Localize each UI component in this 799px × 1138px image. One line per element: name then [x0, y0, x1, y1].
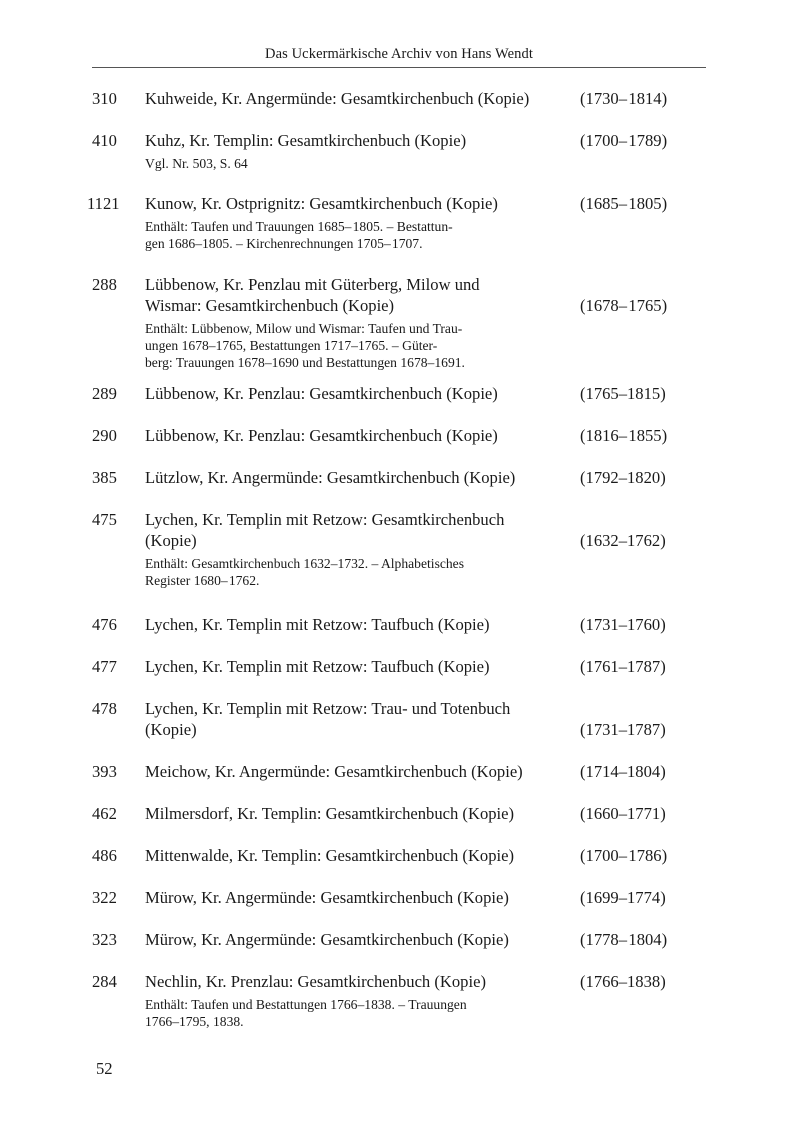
entry-title: Mürow, Kr. Angermünde: Gesamtkirchenbuch (Kopie): [145, 930, 509, 949]
entry-note-line: ungen 1678–1765, Bestattungen 1717–1765. – Güter-: [145, 338, 438, 353]
entry-date-range: (1660–1771): [580, 804, 666, 823]
entry-number: 410: [92, 131, 117, 150]
entry-title-line: Wismar: Gesamtkirchenbuch (Kopie): [145, 296, 395, 315]
entry-note-line: Enthält: Taufen und Bestattungen 1766–1838. – Trauungen: [145, 997, 467, 1012]
entry-title-line: (Kopie): [145, 531, 197, 550]
entry-number: 323: [92, 930, 117, 949]
entry-date-range: (1632–1762): [580, 531, 666, 550]
entry-date-range: (1792–1820): [580, 468, 666, 487]
entry-title: Meichow, Kr. Angermünde: Gesamtkirchenbuch (Kopie): [145, 762, 523, 781]
entry-title: Kunow, Kr. Ostprignitz: Gesamtkirchenbuch (Kopie): [145, 194, 498, 213]
entry-note-line: berg: Trauungen 1678–1690 und Bestattungen 1678–1691.: [145, 355, 465, 370]
entry-title-line: Lychen, Kr. Templin mit Retzow: Gesamtkirchenbuch: [145, 510, 505, 529]
entry-date-range: (1778– 1804): [580, 930, 668, 949]
entry-date-range: (1700– 1786): [580, 846, 668, 865]
entry-date-range: (1730– 1814): [580, 89, 668, 108]
entry-note-line: Enthält: Taufen und Trauungen 1685– 1805. – Bestattun-: [145, 219, 453, 234]
entry-number: 310: [92, 89, 117, 108]
entry-title-line: Lübbenow, Kr. Penzlau mit Güterberg, Milow und: [145, 275, 480, 294]
entry-date-range: (1685– 1805): [580, 194, 668, 213]
entry-note-line: Register 1680– 1762.: [145, 573, 260, 588]
page-number: 52: [96, 1059, 113, 1078]
entry-number: 478: [92, 699, 117, 718]
entry-title: Lychen, Kr. Templin mit Retzow: Taufbuch (Kopie): [145, 615, 490, 634]
entry-date-range: (1766–1838): [580, 972, 666, 991]
entry-title-line: Lychen, Kr. Templin mit Retzow: Trau- und Totenbuch: [145, 699, 511, 718]
entry-date-range: (1699–1774): [580, 888, 666, 907]
entry-title: Lübbenow, Kr. Penzlau: Gesamtkirchenbuch (Kopie): [145, 426, 498, 445]
entry-number: 322: [92, 888, 117, 907]
entry-title: Lychen, Kr. Templin mit Retzow: Taufbuch (Kopie): [145, 657, 490, 676]
entry-date-range: (1714–1804): [580, 762, 666, 781]
entry-date-range: (1761–1787): [580, 657, 666, 676]
header-rule: [92, 67, 706, 68]
entry-title: Lübbenow, Kr. Penzlau: Gesamtkirchenbuch (Kopie): [145, 384, 498, 403]
entry-date-range: (1816– 1855): [580, 426, 668, 445]
entry-title: Mittenwalde, Kr. Templin: Gesamtkirchenbuch (Kopie): [145, 846, 515, 865]
entry-note-line: Enthält: Gesamtkirchenbuch 1632–1732. – Alphabetisches: [145, 556, 465, 571]
entry-number: 475: [92, 510, 117, 529]
entry-number: 289: [92, 384, 117, 403]
entry-title: Nechlin, Kr. Prenzlau: Gesamtkirchenbuch (Kopie): [145, 972, 486, 991]
entry-date-range: (1731–1760): [580, 615, 666, 634]
entry-date-range: (1765–1815): [580, 384, 666, 403]
entry-date-range: (1700– 1789): [580, 131, 668, 150]
entry-number: 477: [92, 657, 117, 676]
entry-date-range: (1731–1787): [580, 720, 666, 739]
entry-title: Lützlow, Kr. Angermünde: Gesamtkirchenbuch (Kopie): [145, 468, 516, 487]
entry-number: 476: [92, 615, 117, 634]
entry-title-line: (Kopie): [145, 720, 197, 739]
entry-note: Vgl. Nr. 503, S. 64: [145, 156, 248, 171]
running-header: Das Uckermärkische Archiv von Hans Wendt: [265, 46, 533, 62]
entry-number: 288: [92, 275, 117, 294]
entry-number: 486: [92, 846, 117, 865]
entry-number: 385: [92, 468, 117, 487]
entry-note-line: Enthält: Lübbenow, Milow und Wismar: Taufen und Trau-: [145, 321, 463, 336]
entry-note-line: 1766–1795, 1838.: [145, 1014, 244, 1029]
entry-number: 284: [92, 972, 117, 991]
entry-number: 290: [92, 426, 117, 445]
entry-title: Kuhz, Kr. Templin: Gesamtkirchenbuch (Kopie): [145, 131, 467, 150]
entry-title: Milmersdorf, Kr. Templin: Gesamtkirchenbuch (Kopie): [145, 804, 515, 823]
entry-date-range: (1678– 1765): [580, 296, 668, 315]
entry-title: Kuhweide, Kr. Angermünde: Gesamtkirchenbuch (Kopie): [145, 89, 530, 108]
entry-number: 462: [92, 804, 117, 823]
entry-number: 393: [92, 762, 117, 781]
entry-number: 1121: [87, 194, 120, 213]
entry-note-line: gen 1686–1805. – Kirchenrechnungen 1705– 1707.: [145, 236, 423, 251]
entry-title: Mürow, Kr. Angermünde: Gesamtkirchenbuch (Kopie): [145, 888, 509, 907]
